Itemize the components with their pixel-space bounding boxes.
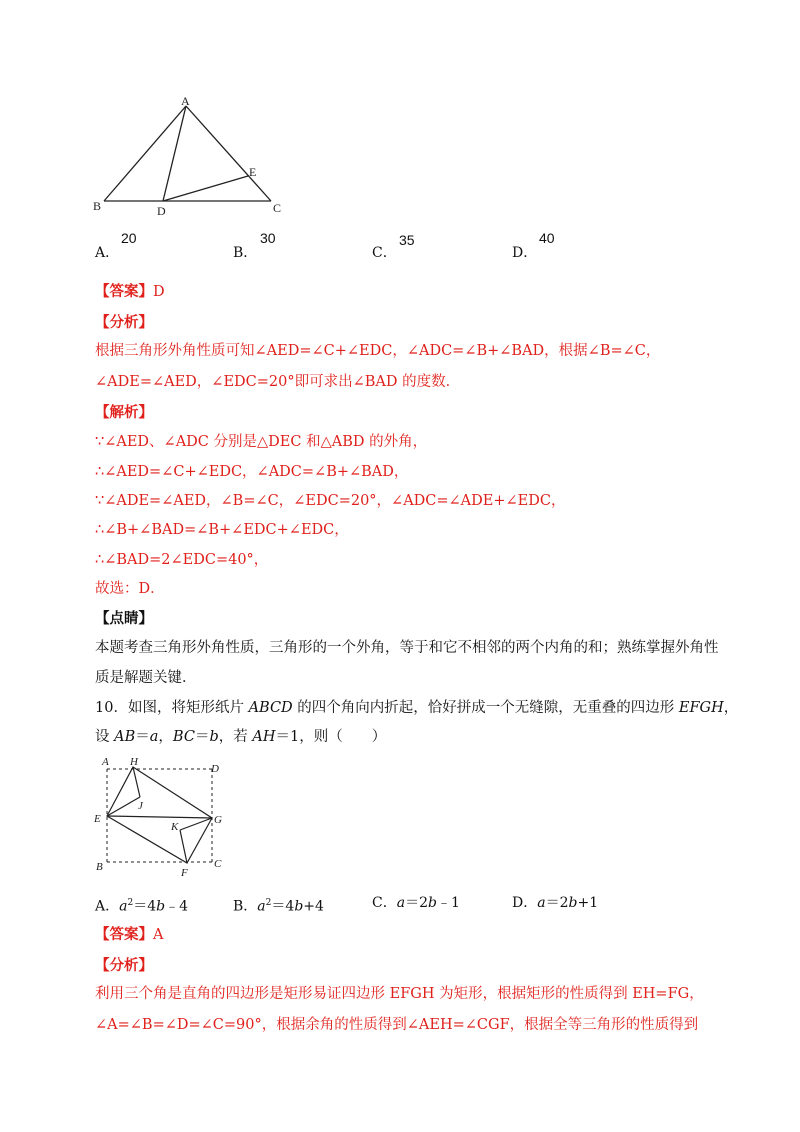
label-g: G: [214, 814, 222, 826]
stem-text: ，若: [218, 729, 253, 745]
label-h: H: [130, 756, 138, 768]
option-sup: 2: [265, 898, 272, 908]
option-var: b: [156, 898, 166, 915]
option-b-value: 30: [260, 230, 276, 246]
stem-text: ，: [158, 729, 173, 745]
label-c: C: [273, 201, 282, 215]
option-text: ＝4: [133, 898, 157, 915]
q9-solution-line-6: 故选：D．: [95, 581, 165, 597]
answer-tag: 【答案】: [95, 926, 153, 943]
label-b: B: [96, 861, 103, 873]
triangle-figure: [90, 95, 290, 220]
stem-var: AH: [252, 729, 276, 745]
stem-var-abcd: ABCD: [248, 700, 293, 716]
label-j: J: [138, 800, 143, 812]
q10-option-a: [95, 893, 188, 917]
option-letter: B．: [233, 898, 258, 915]
q10-answer: [95, 925, 163, 945]
q10-option-b: [233, 893, 324, 917]
question-number: 10．: [95, 700, 128, 716]
label-d: D: [211, 763, 219, 775]
q9-solution-line-4: ∴∠B+∠BAD=∠B+∠EDC+∠EDC，: [95, 522, 349, 538]
rectangle-fold-figure: [90, 752, 235, 882]
option-text: ﹣4: [165, 898, 189, 915]
q10-stem-line-1: [95, 698, 738, 718]
stem-var-efgh: EFGH: [678, 700, 724, 716]
option-var: b: [568, 895, 578, 911]
label-a: A: [102, 756, 109, 768]
label-b: B: [93, 199, 102, 213]
label-e: E: [249, 165, 257, 179]
label-a: A: [181, 95, 190, 108]
answer-value: A: [153, 927, 164, 943]
q10-stem-line-2: [95, 727, 386, 747]
q10-analysis-line-2: ∠A=∠B=∠D=∠C=90°，根据余角的性质得到∠AEH=∠CGF，根据全等三角形的性质得到: [95, 1017, 699, 1033]
segment-ab: [104, 106, 186, 201]
q9-comment-line-2: 质是解题关键．: [95, 670, 197, 686]
option-d-value: 40: [539, 230, 555, 246]
option-text: ＝4: [271, 898, 295, 915]
stem-var: a: [149, 729, 159, 745]
q9-solution-line-3: ∵∠ADE=∠AED，∠B=∠C，∠EDC=20°，∠ADC=∠ADE+∠EDC，: [95, 493, 566, 509]
option-text: ＝2: [545, 895, 569, 911]
label-c: C: [214, 858, 222, 870]
segment-fk: [180, 830, 187, 863]
stem-text: 如图，将矩形纸片: [127, 700, 249, 716]
stem-text: ＝: [194, 729, 210, 745]
label-f: F: [181, 867, 188, 879]
q9-comment-tag: 【点睛】: [95, 610, 153, 627]
quadrilateral-efgh: [107, 767, 212, 863]
option-a-letter: A．: [95, 245, 120, 261]
stem-text: ＝: [135, 729, 150, 745]
q10-option-d: [512, 893, 598, 913]
q9-solution-line-5: ∴∠BAD=2∠EDC=40°，: [95, 552, 269, 568]
option-a-value: 20: [121, 230, 137, 246]
option-letter: C．: [372, 895, 397, 911]
segment-gk: [180, 818, 212, 830]
option-var: a: [119, 898, 128, 915]
q9-solution-line-2: ∴∠AED=∠C+∠EDC，∠ADC=∠B+∠BAD，: [95, 464, 409, 480]
option-var: a: [396, 895, 406, 911]
option-c-value: 35: [399, 232, 415, 248]
q9-answer: [95, 282, 165, 302]
option-text: +1: [577, 895, 599, 911]
q9-comment-line-1: 本题考查三角形外角性质，三角形的一个外角，等于和它不相邻的两个内角的和；熟练掌握外角性: [95, 640, 719, 656]
stem-var: b: [209, 729, 219, 745]
option-var: a: [257, 898, 266, 915]
segment-ac: [186, 106, 271, 201]
option-text: ＝2: [405, 895, 428, 911]
label-k: K: [171, 821, 179, 833]
stem-text: ，: [723, 700, 739, 716]
q9-analysis-line-1: 根据三角形外角性质可知∠AED=∠C+∠EDC，∠ADC=∠B+∠BAD，根据∠B=∠C，: [95, 343, 661, 359]
q9-solution-line-1: ∵∠AED、∠ADC 分别是△DEC 和△ABD 的外角，: [95, 434, 428, 450]
option-letter: A．: [95, 898, 120, 915]
label-e: E: [94, 813, 101, 825]
segment-eg: [107, 816, 212, 818]
q9-solution-tag: 【解析】: [95, 404, 153, 421]
option-d-letter: D．: [512, 245, 538, 261]
option-var: a: [537, 895, 546, 911]
option-var: b: [428, 895, 437, 911]
option-text: +4: [303, 898, 324, 915]
q9-analysis-line-2: ∠ADE=∠AED，∠EDC=20°即可求出∠BAD 的度数．: [95, 374, 461, 390]
option-c-letter: C．: [372, 245, 397, 261]
option-var: b: [294, 898, 304, 915]
q10-analysis-tag: 【分析】: [95, 957, 153, 974]
answer-tag: 【答案】: [95, 283, 153, 300]
stem-text: 设: [95, 729, 115, 745]
q9-analysis-tag: 【分析】: [95, 314, 153, 331]
q10-option-c: [372, 893, 460, 913]
stem-text: 的四个角向内折起，恰好拼成一个无缝隙，无重叠的四边形: [292, 700, 679, 716]
stem-text: ＝1，则（ ）: [275, 729, 387, 745]
segment-de: [163, 176, 248, 201]
q10-analysis-line-1: 利用三个角是直角的四边形是矩形易证四边形 EFGH 为矩形，根据矩形的性质得到 EH=FG，: [95, 986, 704, 1002]
stem-var: BC: [172, 729, 195, 745]
label-d: D: [157, 204, 166, 218]
answer-value: D: [153, 284, 165, 300]
option-b-letter: B．: [233, 245, 258, 261]
option-letter: D．: [512, 895, 538, 911]
stem-var: AB: [114, 729, 136, 745]
option-text: ﹣1: [436, 895, 460, 911]
option-sup: 2: [127, 898, 134, 908]
